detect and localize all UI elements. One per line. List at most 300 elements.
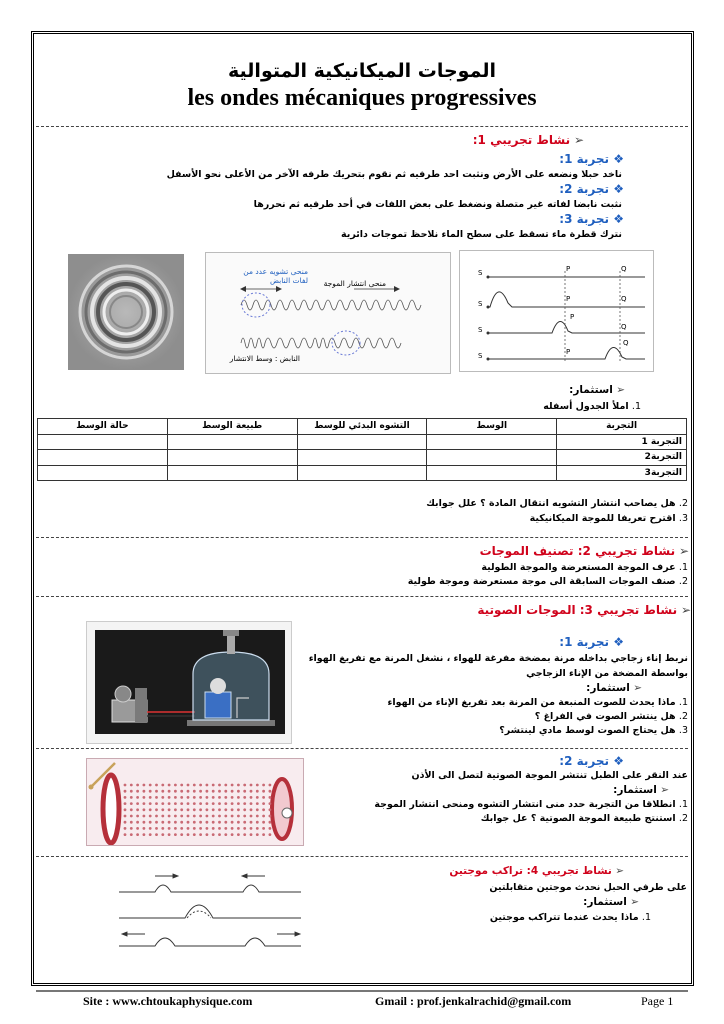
air-particle [224,790,227,793]
air-particle [262,833,265,836]
air-particle [256,802,259,805]
air-particle [149,833,152,836]
air-particle [193,796,196,799]
spring-label-compress: منحى تشويه عدد من لفات النابض [243,267,308,285]
air-particle [124,796,127,799]
air-particle [212,802,215,805]
water-ripples-image [68,254,184,370]
air-particle [199,802,202,805]
air-particle [143,821,146,824]
title-french: les ondes mécaniques progressives [187,85,537,111]
air-particle [124,821,127,824]
air-particle [180,833,183,836]
air-particle [136,827,139,830]
air-particle [250,784,253,787]
air-particle [218,821,221,824]
arrow-icon: ➢ [611,865,624,877]
table-cell [38,434,168,450]
air-particle [180,821,183,824]
air-particle [193,833,196,836]
table-cell [427,450,557,466]
air-particle [218,802,221,805]
rope-label-q: Q [621,295,627,303]
activity3-exploit-label: ➢ استثمار: [586,682,642,694]
air-particle [149,827,152,830]
table-header: حالة الوسط [38,419,168,435]
air-particle [269,827,272,830]
air-particle [187,815,190,818]
air-particle [174,784,177,787]
air-particle [256,833,259,836]
activity3-heading: ➢ نشاط تجريبي 3: الموجات الصوتية [477,603,691,617]
activity3-exp1-text-2: بواسطة المضخة من الإناء الزجاجي [526,668,688,679]
footer-gmail[interactable]: Gmail : prof.jenkalrachid@gmail.com [375,994,572,1008]
table-header: طبيعة الوسط [167,419,297,435]
table-cell [297,465,427,481]
divider [36,537,688,538]
rope-wave-image [459,250,654,372]
air-particle [231,833,234,836]
air-particle [250,808,253,811]
air-particle [136,833,139,836]
arrow-icon: ➢ [570,133,584,147]
air-particle [218,796,221,799]
air-particle [124,802,127,805]
air-particle [130,815,133,818]
air-particle [155,796,158,799]
air-particle [237,802,240,805]
activity3-q3: 3. هل يحتاج الصوت لوسط مادي لينتشر؟ [499,725,688,736]
air-particle [243,796,246,799]
air-particle [149,796,152,799]
air-particle [206,827,209,830]
air-particle [124,808,127,811]
air-particle [168,827,171,830]
table-header: الوسط [427,419,557,435]
air-particle [243,827,246,830]
title-arabic: الموجات الميكانيكية المتوالية [228,60,496,82]
air-particle [130,790,133,793]
air-particle [250,821,253,824]
air-particle [206,815,209,818]
air-particle [180,808,183,811]
air-particle [206,784,209,787]
air-particle [269,796,272,799]
footer-site[interactable]: Site : www.chtoukaphysique.com [83,994,253,1008]
air-particle [262,802,265,805]
air-particle [130,802,133,805]
air-particle [199,808,202,811]
air-particle [174,821,177,824]
air-particle [130,821,133,824]
air-particle [124,827,127,830]
air-particle [136,784,139,787]
air-particle [206,790,209,793]
air-particle [143,827,146,830]
air-particle [237,833,240,836]
air-particle [237,790,240,793]
air-particle [206,796,209,799]
exp2-text: نثبت نابضا لفاته غير متصلة ونضغط على بعض اللفات في أحد طرفيه ثم نحررها [253,199,622,210]
air-particle [168,802,171,805]
air-particle [187,821,190,824]
air-particle [231,815,234,818]
air-particle [130,808,133,811]
drum-image [86,758,304,846]
table-row [38,434,687,450]
arrow-icon: ➢ [675,544,689,558]
superposition-diagram [115,868,305,956]
air-particle [168,833,171,836]
activity4-q1: 1. ماذا يحدث عندما تتراكب موجتين [489,912,651,923]
air-particle [130,784,133,787]
air-particle [199,815,202,818]
spring-label-propagation: منحى انتشار الموجة [323,279,386,288]
activity3-exp2-text: عند النقر على الطبل تنتشر الموجة الصوتية لتصل الى الأذن [411,770,688,781]
activity3-q2: 2. هل ينتشر الصوت في الفراغ ؟ [534,711,688,722]
air-particle [143,833,146,836]
air-particle [237,821,240,824]
air-particle [161,808,164,811]
air-particle [231,790,234,793]
air-particle [155,784,158,787]
activity3-exp2-q2: 2. استنتج طبيعة الموجة الصوتية ؟ عل جوابك [480,813,688,824]
exploit1-label: ➢ استثمار: [569,384,625,396]
air-particle [269,821,272,824]
table-row [38,465,687,481]
air-particle [212,796,215,799]
air-particle [174,790,177,793]
air-particle [155,802,158,805]
activity3-exp2-label: ❖ تجربة 2: [559,754,624,768]
diamond-bullet-icon: ❖ [609,182,624,196]
table-cell [297,434,427,450]
table-cell [427,434,557,450]
air-particle [187,784,190,787]
air-particle [250,796,253,799]
air-particle [237,796,240,799]
air-particle [218,815,221,818]
air-particle [269,815,272,818]
air-particle [193,808,196,811]
air-particle [243,833,246,836]
air-particle [212,815,215,818]
footer-line [36,990,688,992]
air-particle [231,784,234,787]
air-particle [224,821,227,824]
spring-image [205,252,451,374]
air-particle [180,790,183,793]
table-cell [167,450,297,466]
rope-label-p: P [566,295,571,303]
air-particle [224,796,227,799]
air-particle [256,790,259,793]
air-particle [149,808,152,811]
air-particle [218,808,221,811]
air-particle [243,821,246,824]
air-particle [224,808,227,811]
air-particle [231,808,234,811]
air-particle [149,784,152,787]
air-particle [149,815,152,818]
air-particle [212,821,215,824]
air-particle [174,808,177,811]
air-particle [136,790,139,793]
air-particle [199,833,202,836]
rope-label-s: S [478,352,483,360]
q2: 2. هل يصاحب انتشار التشويه انتقال المادة ؟ علل جوابك [426,498,688,509]
air-particle [155,833,158,836]
air-particle [212,784,215,787]
air-particle [124,815,127,818]
air-particle [180,784,183,787]
air-particle [149,821,152,824]
rope-label-s: S [478,300,483,308]
diamond-bullet-icon: ❖ [609,635,624,649]
air-particle [161,833,164,836]
air-particle [136,821,139,824]
arrow-icon: ➢ [626,896,639,908]
air-particle [155,790,158,793]
air-particle [136,808,139,811]
air-particle [180,815,183,818]
table-cell [38,465,168,481]
air-particle [237,815,240,818]
air-particle [212,827,215,830]
air-particle [187,790,190,793]
rope-label-q: Q [623,339,629,347]
air-particle [262,808,265,811]
air-particle [130,827,133,830]
air-particle [212,833,215,836]
table-row-header: التجربة 1 [557,434,687,450]
rope-label-p: P [566,265,571,273]
air-particle [193,802,196,805]
divider [36,748,688,749]
air-particle [269,833,272,836]
air-particle [174,796,177,799]
arrow-icon: ➢ [629,682,642,694]
arrow-icon: ➢ [677,603,691,617]
air-particle [231,802,234,805]
divider [36,126,688,127]
diamond-bullet-icon: ❖ [609,152,624,166]
air-particle [206,821,209,824]
air-particle [180,796,183,799]
activity3-exploit2-label: ➢ استثمار: [613,784,669,796]
air-particle [231,821,234,824]
air-particle [262,815,265,818]
exp1-label: ❖ تجربة 1: [559,152,624,166]
air-particle [224,815,227,818]
air-particle [161,784,164,787]
air-particle [243,784,246,787]
air-particle [199,796,202,799]
air-particle [243,802,246,805]
air-particle [250,815,253,818]
rope-label-p: P [570,313,575,321]
air-particle [212,790,215,793]
air-particle [161,790,164,793]
air-particle [250,802,253,805]
activity3-exp1-label: ❖ تجربة 1: [559,635,624,649]
air-particle [237,808,240,811]
air-particle [187,802,190,805]
air-particle [250,833,253,836]
rope-label-s: S [478,269,483,277]
air-particle [243,815,246,818]
air-particle [218,833,221,836]
air-particle [124,790,127,793]
arrow-icon: ➢ [612,384,625,396]
air-particle [187,833,190,836]
table-cell [297,450,427,466]
air-particle [224,833,227,836]
air-particle [149,802,152,805]
air-particle [143,815,146,818]
exp2-label: ❖ تجربة 2: [559,182,624,196]
activity1-heading: ➢ نشاط تجريبي 1: [472,133,584,147]
air-particle [168,796,171,799]
air-particle [237,827,240,830]
divider [36,596,688,597]
air-particle [250,827,253,830]
air-particle [130,833,133,836]
air-particle [193,821,196,824]
rope-label-q: Q [621,323,627,331]
air-particle [256,808,259,811]
air-particle [136,796,139,799]
air-particle [124,833,127,836]
air-particle [218,790,221,793]
air-particle [206,808,209,811]
air-particle [161,815,164,818]
air-particle [174,815,177,818]
activity3-exp2-q1: 1. انطلاقا من التجربة حدد منى انتشار التشوه ومنحى انتشار الموجة [374,799,688,810]
air-particle [256,796,259,799]
air-particle [193,790,196,793]
air-particle [130,796,133,799]
table-cell [167,434,297,450]
air-particle [168,808,171,811]
air-particle [250,790,253,793]
air-particle [168,815,171,818]
air-particle [155,808,158,811]
air-particle [199,821,202,824]
exp3-label: ❖ تجربة 3: [559,212,624,226]
air-particle [237,784,240,787]
footer-page: Page 1 [641,994,674,1008]
air-particle [269,808,272,811]
activity2-q1: 1. عرف الموجة المستعرضة والموجة الطولية [481,562,688,573]
air-particle [161,821,164,824]
air-particle [168,790,171,793]
air-particle [231,796,234,799]
rope-label-q: Q [621,265,627,273]
air-particle [206,833,209,836]
air-particle [180,802,183,805]
divider [36,856,688,857]
air-particle [174,833,177,836]
air-particle [256,815,259,818]
air-particle [224,784,227,787]
air-particle [155,815,158,818]
air-particle [193,784,196,787]
air-particle [256,784,259,787]
activity4-heading: ➢ نشاط تجريبي 4: تراكب موجتين [449,865,624,877]
air-particle [243,790,246,793]
exp1-text: ناخد حبلا ونضعه على الأرض ونثبت احد طرفيه ثم نقوم بتحريك طرفه الآخر من الأعلى نحو الأسفل [166,169,622,180]
air-particle [155,827,158,830]
diamond-bullet-icon: ❖ [609,212,624,226]
air-particle [161,802,164,805]
air-particle [256,821,259,824]
air-particle [218,827,221,830]
table-row-header: التجربة3 [557,465,687,481]
air-particle [174,802,177,805]
air-particle [168,821,171,824]
air-particle [161,827,164,830]
rope-label-p: P [566,348,571,356]
table-header-row [38,419,687,435]
experiments-table [37,418,687,481]
bell-jar-image [86,621,292,744]
air-particle [143,796,146,799]
air-particle [256,827,259,830]
air-particle [212,808,215,811]
air-particle [262,784,265,787]
table-row-header: التجربة2 [557,450,687,466]
air-particle [124,784,127,787]
air-particle [193,815,196,818]
exp3-text: نترك قطرة ماء تسقط على سطح الماء نلاحظ تموجات دائرية [341,229,622,240]
table-cell [427,465,557,481]
air-particle [136,802,139,805]
air-particle [187,808,190,811]
air-particle [199,784,202,787]
air-particle [218,784,221,787]
air-particle [143,802,146,805]
air-particle [168,784,171,787]
air-particle [199,827,202,830]
activity3-exp1-text-1: نربط إناء زجاجي بداخله مرنة بمضخة مفرغة للهواء ، نشغل المرنة مع تفريغ الهواء [308,653,688,664]
rope-label-s: S [478,326,483,334]
air-particle [136,815,139,818]
table-header: التشوه البدئي للوسط [297,419,427,435]
arrow-icon: ➢ [656,784,669,796]
air-particle [174,827,177,830]
air-particle [193,827,196,830]
diamond-bullet-icon: ❖ [609,754,624,768]
air-particle [149,790,152,793]
air-particle [262,790,265,793]
table-cell [38,450,168,466]
activity2-q2: 2. صنف الموجات السابقة الى موجة مستعرضة وموجة طولية [407,576,688,587]
activity2-heading: ➢ نشاط تجريبي 2: تصنيف الموجات [479,544,689,558]
q3: 3. اقترح تعريفا للموجة الميكانيكية [529,513,688,524]
air-particle [262,827,265,830]
air-particle [143,808,146,811]
air-particle [224,827,227,830]
air-particle [243,808,246,811]
air-particle [262,821,265,824]
air-particle [143,784,146,787]
air-particle [199,790,202,793]
air-particle [206,802,209,805]
air-particle [262,796,265,799]
air-particle [161,796,164,799]
air-particle [143,790,146,793]
